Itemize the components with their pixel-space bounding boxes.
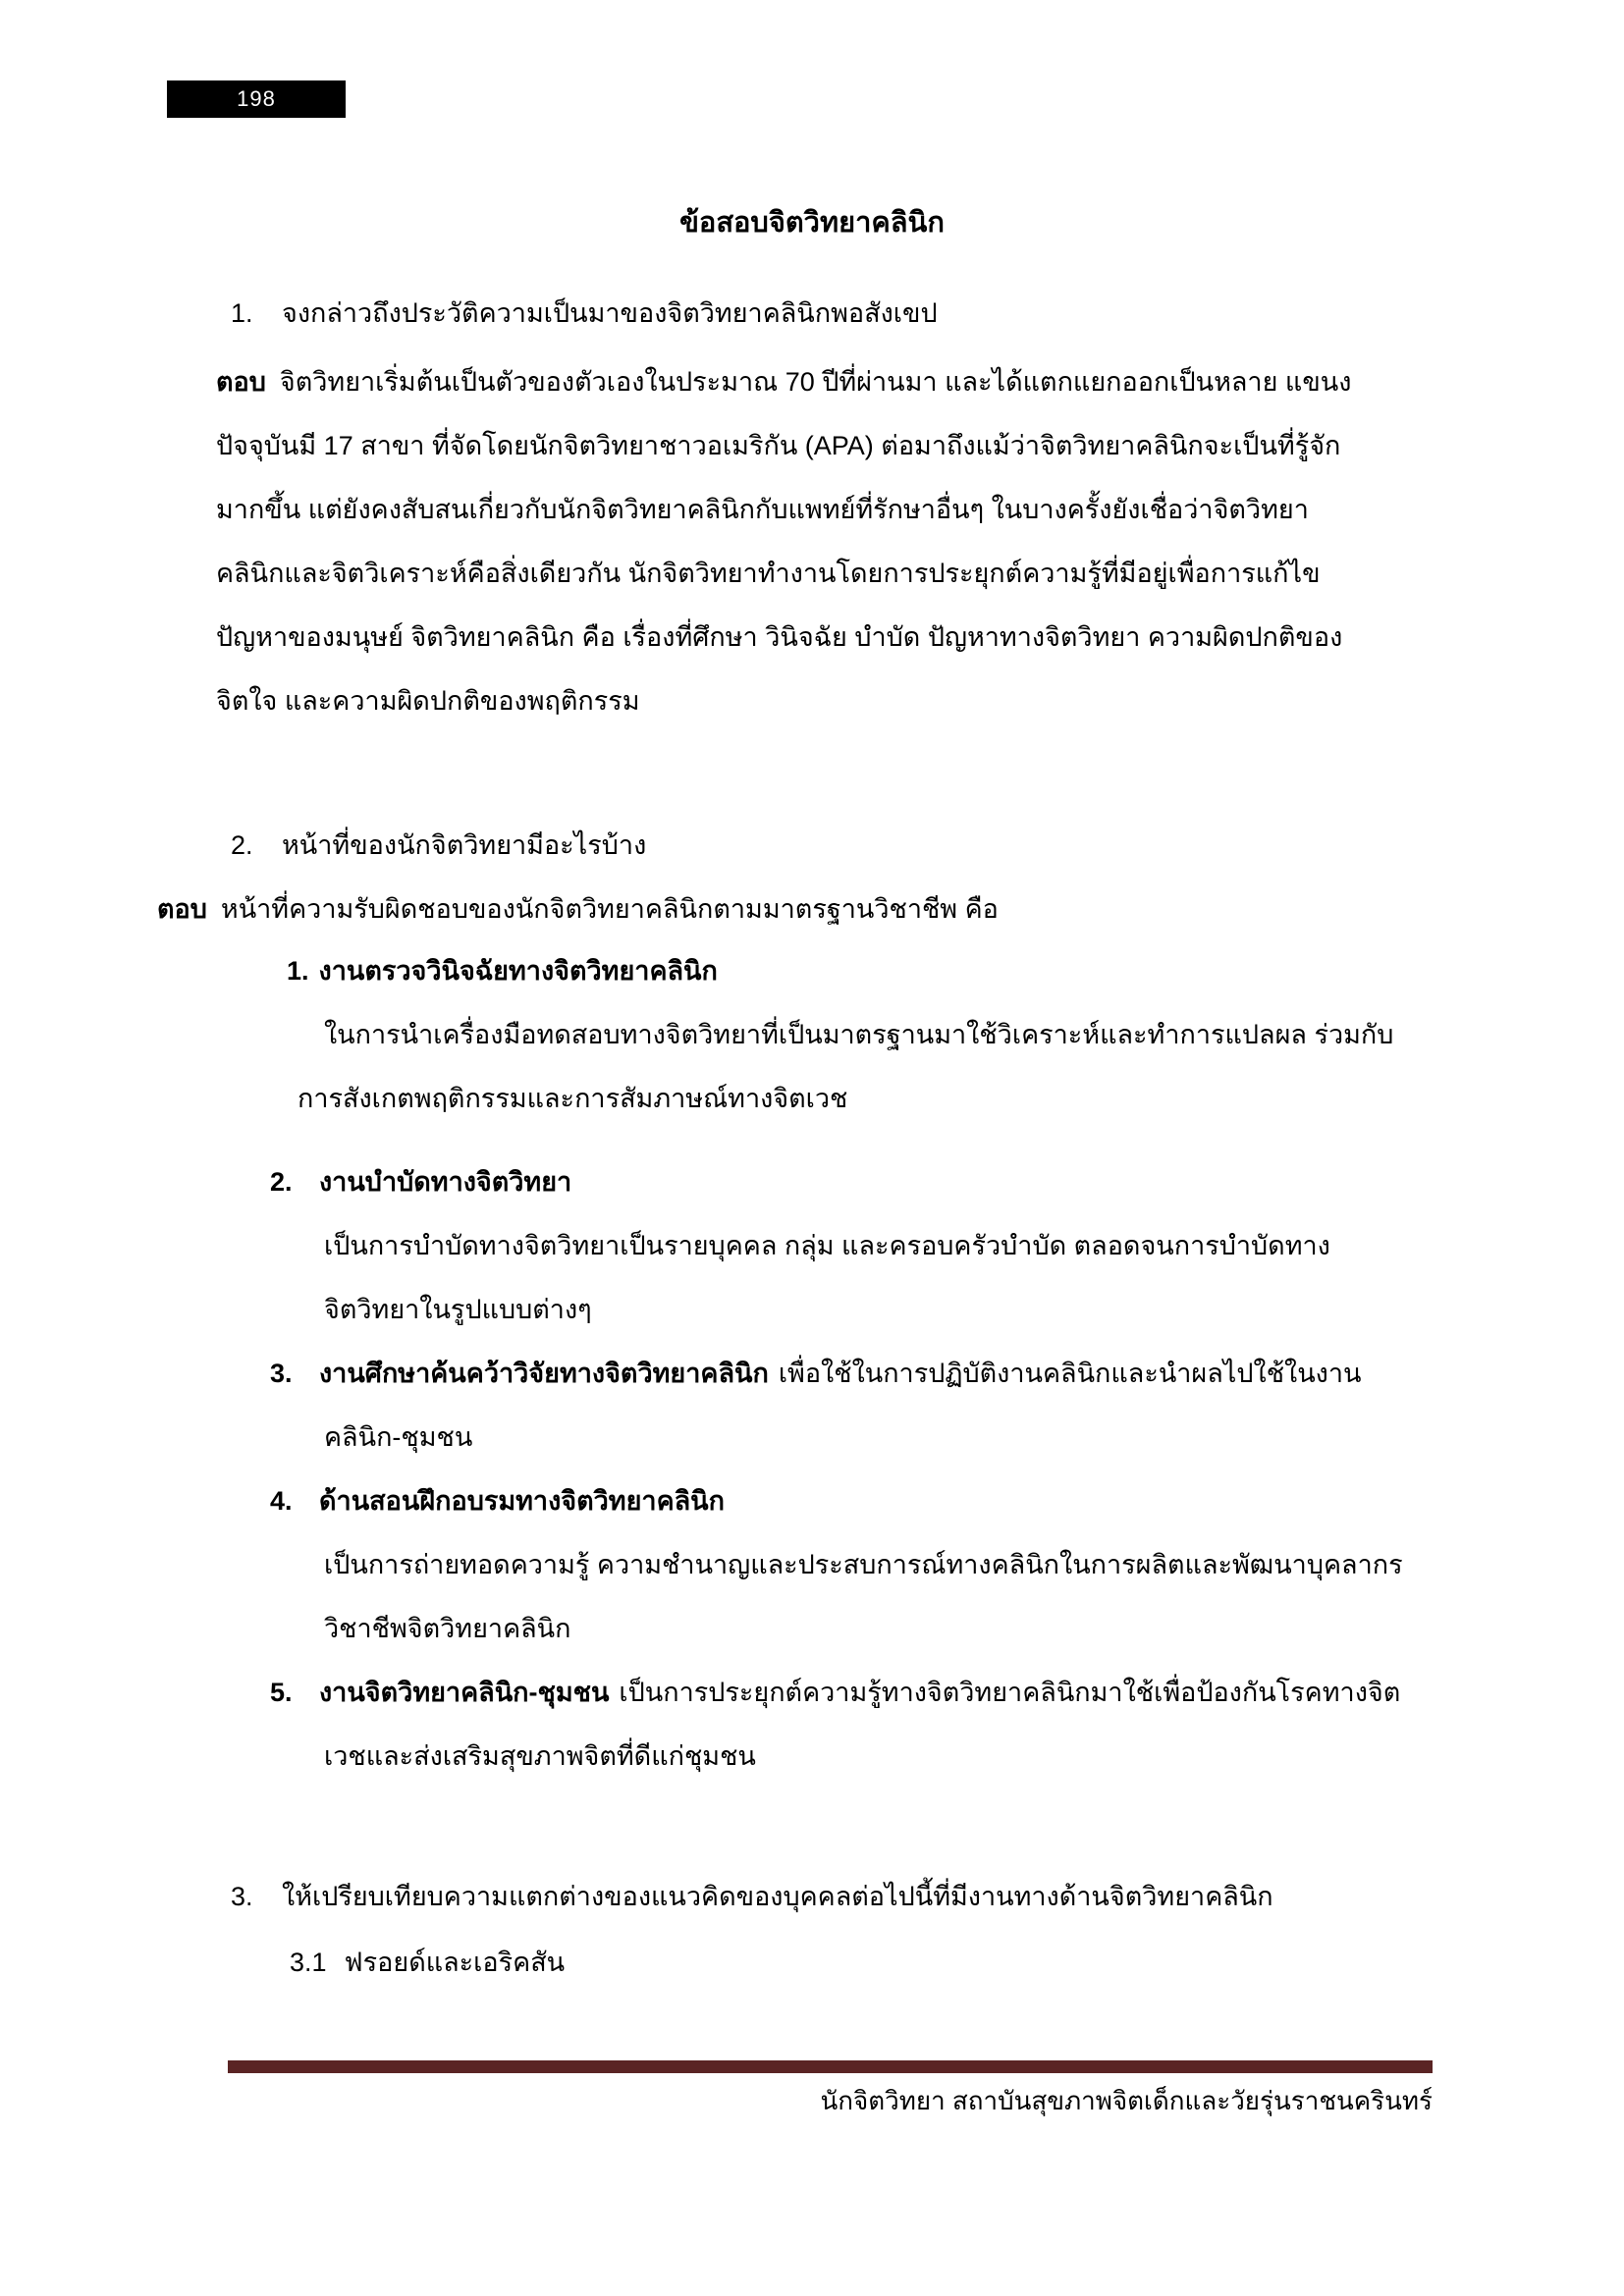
page-number-badge bbox=[167, 80, 346, 118]
answer-label: ตอบ bbox=[216, 367, 266, 397]
item-number: 1. bbox=[287, 956, 309, 986]
question-3-text: ให้เปรียบเทียบความแตกต่างของแนวคิดของบุคคลต่อไปนี้ที่มีงานทางด้านจิตวิทยาคลินิก bbox=[282, 1882, 1273, 1911]
subitem-text: ฟรอยด์และเอริคสัน bbox=[344, 1948, 566, 1977]
question-3-number: 3. bbox=[231, 1882, 253, 1911]
footer-text: นักจิตวิทยา สถาบันสุขภาพจิตเด็กและวัยรุ่นราชนครินทร์ bbox=[820, 2086, 1433, 2115]
footer-divider-bar bbox=[228, 2060, 1433, 2073]
answer-line: ปัจจุบันมี 17 สาขา ที่จัดโดยนักจิตวิทยาชาวอเมริกัน (APA) ต่อมาถึงแม้ว่าจิตวิทยาคลินิกจะเป็นที่รู้จัก bbox=[216, 431, 1341, 460]
item-number: 2. bbox=[270, 1167, 293, 1197]
item-body-line: วิชาชีพจิตวิทยาคลินิก bbox=[324, 1614, 571, 1643]
item-body-line: เป็นการบำบัดทางจิตวิทยาเป็นรายบุคคล กลุ่ม และครอบครัวบำบัด ตลอดจนการบำบัดทาง bbox=[324, 1231, 1330, 1260]
item-heading-text: งานจิตวิทยาคลินิก-ชุมชน bbox=[319, 1678, 610, 1707]
question-2-number: 2. bbox=[231, 830, 253, 860]
question-3 bbox=[231, 1881, 1273, 1914]
answer-line: มากขึ้น แต่ยังคงสับสนเกี่ยวกับนักจิตวิทยาคลินิกกับแพทย์ที่รักษาอื่นๆ ในบางครั้งยังเชื่อว่าจิตวิทยา bbox=[216, 495, 1309, 524]
item-number: 3. bbox=[270, 1359, 293, 1388]
item-heading-text: งานตรวจวินิจฉัยทางจิตวิทยาคลินิก bbox=[318, 956, 718, 986]
list-item-heading bbox=[287, 955, 718, 988]
item-body-line: ในการนำเครื่องมือทดสอบทางจิตวิทยาที่เป็นมาตรฐานมาใช้วิเคราะห์และทำการแปลผล ร่วมกับ bbox=[324, 1020, 1394, 1049]
question-2 bbox=[231, 829, 646, 863]
question-1-text: จงกล่าวถึงประวัติความเป็นมาของจิตวิทยาคลินิกพอสังเขป bbox=[282, 298, 938, 328]
answer-text: จิตวิทยาเริ่มต้นเป็นตัวของตัวเองในประมาณ 70 ปีที่ผ่านมา และได้แตกแยกออกเป็นหลาย แขนง bbox=[279, 367, 1352, 397]
question-1 bbox=[231, 297, 938, 331]
item-body-line: เวชและส่งเสริมสุขภาพจิตที่ดีแก่ชุมชน bbox=[324, 1741, 756, 1771]
list-item-heading bbox=[270, 1166, 571, 1200]
item-body-line: เป็นการถ่ายทอดความรู้ ความชำนาญและประสบการณ์ทางคลินิกในการผลิตและพัฒนาบุคลากร bbox=[324, 1550, 1403, 1579]
list-item-heading bbox=[270, 1677, 1400, 1710]
question-3-subitem bbox=[290, 1947, 565, 1980]
answer-line: จิตใจ และความผิดปกติของพฤติกรรม bbox=[216, 686, 640, 716]
item-heading-suffix: เพื่อใช้ในการปฏิบัติงานคลินิกและนำผลไปใช้ในงาน bbox=[778, 1359, 1362, 1388]
answer-line bbox=[216, 366, 1351, 400]
answer-intro bbox=[157, 893, 999, 927]
subitem-number: 3.1 bbox=[290, 1948, 327, 1977]
item-heading-suffix: เป็นการประยุกต์ความรู้ทางจิตวิทยาคลินิกมาใช้เพื่อป้องกันโรคทางจิต bbox=[619, 1678, 1401, 1707]
list-item-heading bbox=[270, 1358, 1361, 1391]
item-number: 4. bbox=[270, 1486, 293, 1516]
item-heading-text: งานบำบัดทางจิตวิทยา bbox=[319, 1167, 572, 1197]
item-number: 5. bbox=[270, 1678, 293, 1707]
item-heading-text: งานศึกษาค้นคว้าวิจัยทางจิตวิทยาคลินิก bbox=[319, 1359, 769, 1388]
answer-line: ปัญหาของมนุษย์ จิตวิทยาคลินิก คือ เรื่องที่ศึกษา วินิจฉัย บำบัด ปัญหาทางจิตวิทยา ความผิดปกติของ bbox=[216, 622, 1343, 652]
item-heading-text: ด้านสอนฝึกอบรมทางจิตวิทยาคลินิก bbox=[319, 1486, 725, 1516]
page-number: 198 bbox=[237, 86, 276, 111]
answer-intro-text: หน้าที่ความรับผิดชอบของนักจิตวิทยาคลินิกตามมาตรฐานวิชาชีพ คือ bbox=[220, 894, 999, 924]
item-body-line: การสังเกตพฤติกรรมและการสัมภาษณ์ทางจิตเวช bbox=[298, 1084, 848, 1113]
answer-label: ตอบ bbox=[157, 894, 207, 924]
answer-line: คลินิกและจิตวิเคราะห์คือสิ่งเดียวกัน นักจิตวิทยาทำงานโดยการประยุกต์ความรู้ที่มีอยู่เพื่อการแก้ไข bbox=[216, 559, 1321, 588]
item-body-line: คลินิก-ชุมชน bbox=[324, 1422, 473, 1452]
question-2-text: หน้าที่ของนักจิตวิทยามีอะไรบ้าง bbox=[282, 830, 647, 860]
list-item-heading bbox=[270, 1485, 725, 1519]
item-body-line: จิตวิทยาในรูปแบบต่างๆ bbox=[324, 1295, 592, 1324]
page-title: ข้อสอบจิตวิทยาคลินิก bbox=[679, 207, 945, 239]
question-1-number: 1. bbox=[231, 298, 253, 328]
